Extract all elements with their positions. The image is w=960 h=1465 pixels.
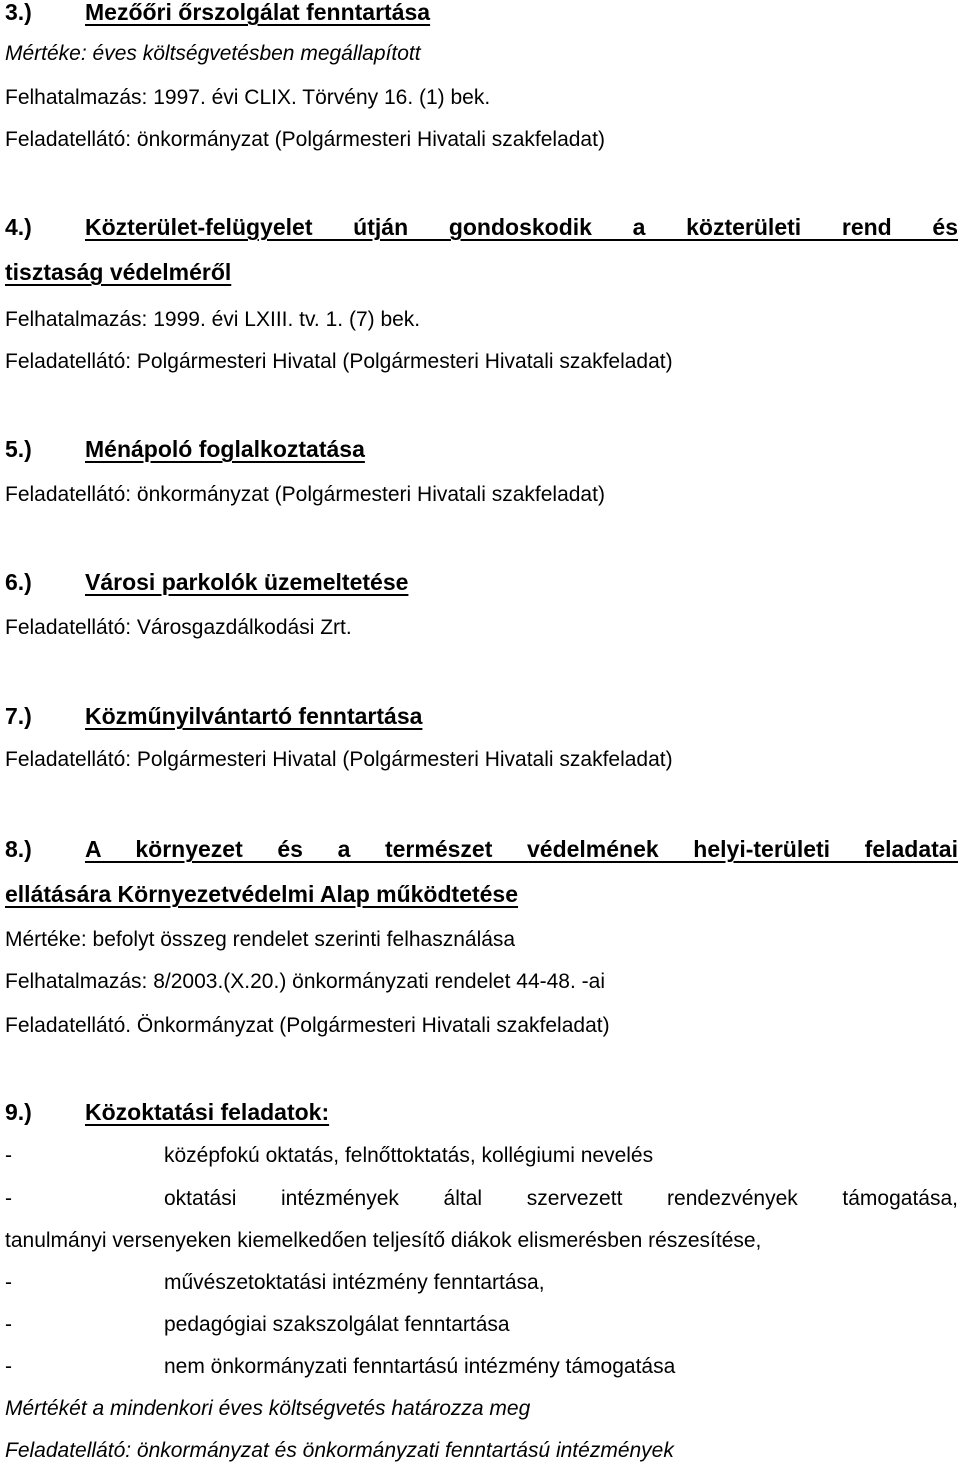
section-4-line: Felhatalmazás: 1999. évi LXIII. tv. 1. (7) bek. — [5, 308, 421, 331]
section-number: 3.) — [5, 0, 32, 25]
section-8-line: Mértéke: befolyt összeg rendelet szerinti felhasználása — [5, 928, 516, 951]
section-number: 9.) — [5, 1099, 32, 1125]
section-title: Közoktatási feladatok: — [85, 1099, 330, 1125]
section-title: A környezet és a természet védelmének helyi-területi feladatai — [85, 836, 958, 862]
section-title-continuation: ellátására Környezetvédelmi Alap működtetése — [5, 881, 519, 907]
bullet-dash: - — [5, 1313, 12, 1336]
section-number: 6.) — [5, 569, 32, 595]
section-number: 4.) — [5, 214, 32, 240]
section-title: Ménápoló foglalkoztatása — [85, 436, 365, 462]
bullet-text: művészetoktatási intézmény fenntartása, — [164, 1271, 545, 1294]
section-title: Mezőőri őrszolgálat fenntartása — [85, 0, 431, 25]
section-3-line: Felhatalmazás: 1997. évi CLIX. Törvény 16. (1) bek. — [5, 86, 491, 109]
section-3-line: Feladatellátó: önkormányzat (Polgármesteri Hivatali szakfeladat) — [5, 128, 605, 151]
section-6-line: Feladatellátó: Városgazdálkodási Zrt. — [5, 616, 352, 639]
section-9-line: Mértékét a mindenkori éves költségvetés határozza meg — [5, 1397, 531, 1420]
bullet-continuation: tanulmányi versenyeken kiemelkedően teljesítő diákok elismerésben részesítése, — [5, 1229, 762, 1252]
section-number: 8.) — [5, 836, 32, 862]
bullet-dash: - — [5, 1187, 12, 1210]
bullet-dash: - — [5, 1144, 12, 1167]
section-number: 5.) — [5, 436, 32, 462]
section-number: 7.) — [5, 703, 32, 729]
bullet-text: pedagógiai szakszolgálat fenntartása — [164, 1313, 510, 1336]
section-4-line: Feladatellátó: Polgármesteri Hivatal (Polgármesteri Hivatali szakfeladat) — [5, 350, 673, 373]
section-3-line: Mértéke: éves költségvetésben megállapított — [5, 42, 421, 65]
section-8-line: Feladatellátó. Önkormányzat (Polgármesteri Hivatali szakfeladat) — [5, 1014, 610, 1037]
section-title: Közműnyilvántartó fenntartása — [85, 703, 423, 729]
section-title: Városi parkolók üzemeltetése — [85, 569, 409, 595]
bullet-text: nem önkormányzati fenntartású intézmény támogatása — [164, 1355, 676, 1378]
section-title-continuation: tisztaság védelméről — [5, 259, 232, 285]
section-8-line: Felhatalmazás: 8/2003.(X.20.) önkormányzati rendelet 44-48. -ai — [5, 970, 605, 993]
bullet-dash: - — [5, 1355, 12, 1378]
section-7-line: Feladatellátó: Polgármesteri Hivatal (Polgármesteri Hivatali szakfeladat) — [5, 748, 673, 771]
bullet-text: oktatási intézmények által szervezett rendezvények támogatása, — [164, 1187, 958, 1210]
bullet-text: középfokú oktatás, felnőttoktatás, kollégiumi nevelés — [164, 1144, 654, 1167]
section-5-line: Feladatellátó: önkormányzat (Polgármesteri Hivatali szakfeladat) — [5, 483, 605, 506]
section-title: Közterület-felügyelet útján gondoskodik a közterületi rend és — [85, 214, 958, 240]
bullet-dash: - — [5, 1271, 12, 1294]
section-9-line: Feladatellátó: önkormányzat és önkormányzati fenntartású intézmények — [5, 1439, 674, 1462]
